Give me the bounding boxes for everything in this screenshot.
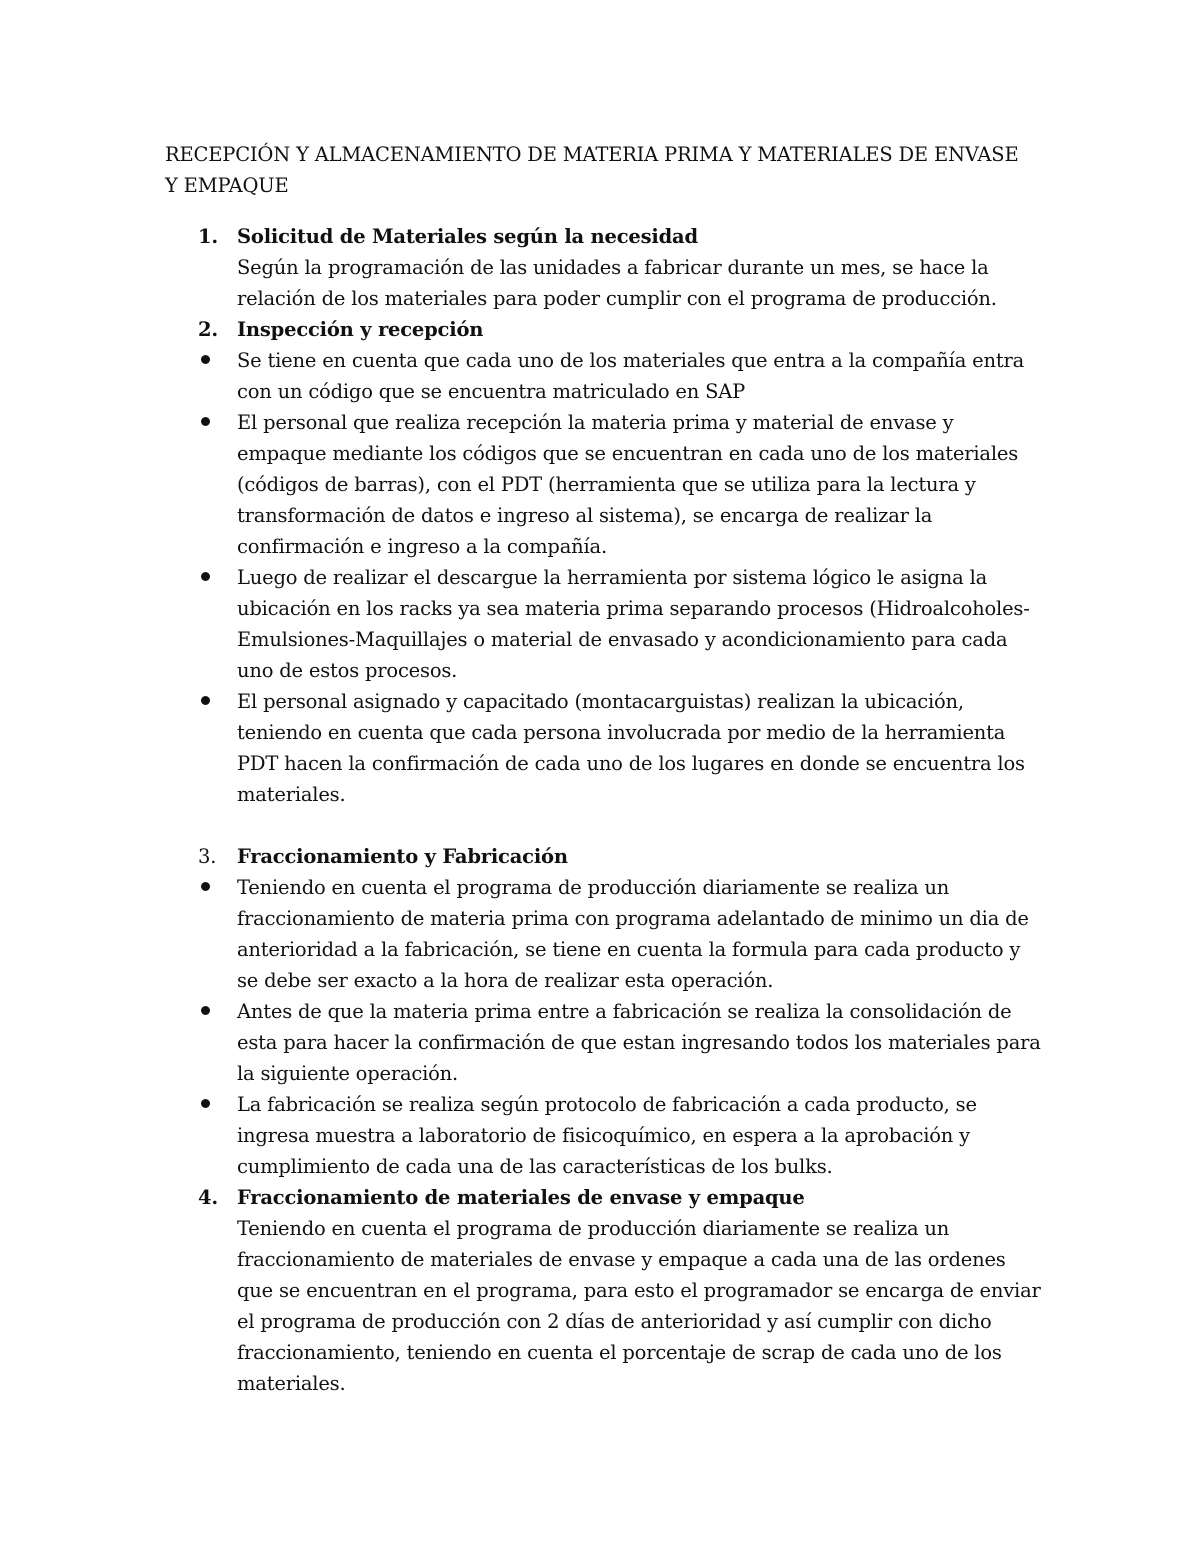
section-3 xyxy=(165,841,1045,872)
section-number: 3. xyxy=(198,845,217,868)
list-item-text: El personal que realiza recepción la materia prima y material de envase y empaque mediante los códigos que se encuentran en cada uno de los materiales (códigos de barras), con el PDT (herramienta que se utiliza para la lectura y transformación de datos e ingreso al sistema), se encarga de realizar la confirmación e ingreso a la compañía. xyxy=(237,411,1019,558)
list-item xyxy=(165,686,1045,810)
section-4 xyxy=(165,1182,1045,1399)
document-title: RECEPCIÓN Y ALMACENAMIENTO DE MATERIA PRIMA Y MATERIALES DE ENVASE Y EMPAQUE xyxy=(165,143,1019,197)
section-heading: Fraccionamiento de materiales de envase y empaque xyxy=(237,1186,805,1209)
bullet-icon xyxy=(201,696,210,705)
list-item xyxy=(165,562,1045,686)
section-1 xyxy=(165,221,1045,314)
section-2 xyxy=(165,314,1045,345)
section-heading: Solicitud de Materiales según la necesidad xyxy=(237,225,698,248)
list-item xyxy=(165,345,1045,407)
document-body xyxy=(165,221,1045,1399)
section-paragraph: Teniendo en cuenta el programa de producción diariamente se realiza un fraccionamiento de materiales de envase y empaque a cada una de las ordenes que se encuentran en el programa, para esto el programador se encarga de enviar el programa de producción con 2 días de anterioridad y así cumplir con dicho fraccionamiento, teniendo en cuenta el porcentaje de scrap de cada uno de los materiales. xyxy=(237,1217,1041,1395)
section-heading: Fraccionamiento y Fabricación xyxy=(237,845,568,868)
section-number: 1. xyxy=(198,225,218,248)
bullet-list xyxy=(165,345,1045,810)
section-number: 4. xyxy=(198,1186,218,1209)
section-heading: Inspección y recepción xyxy=(237,318,484,341)
list-item xyxy=(165,407,1045,562)
list-item xyxy=(165,1089,1045,1182)
list-item xyxy=(165,996,1045,1089)
section-number: 2. xyxy=(198,318,218,341)
bullet-icon xyxy=(201,355,210,364)
bullet-icon xyxy=(201,1006,210,1015)
list-item-text: El personal asignado y capacitado (montacarguistas) realizan la ubicación, teniendo en cuenta que cada persona involucrada por medio de la herramienta PDT hacen la confirmación de cada uno de los lugares en donde se encuentra los materiales. xyxy=(237,690,1025,806)
list-item-text: Teniendo en cuenta el programa de producción diariamente se realiza un fraccionamiento de materia prima con programa adelantado de minimo un dia de anterioridad a la fabricación, se tiene en cuenta la formula para cada producto y se debe ser exacto a la hora de realizar esta operación. xyxy=(237,876,1029,992)
section-paragraph: Según la programación de las unidades a fabricar durante un mes, se hace la relación de los materiales para poder cumplir con el programa de producción. xyxy=(237,256,997,310)
bullet-icon xyxy=(201,882,210,891)
bullet-icon xyxy=(201,572,210,581)
blank-line xyxy=(165,810,1045,841)
list-item-text: Luego de realizar el descargue la herramienta por sistema lógico le asigna la ubicación en los racks ya sea materia prima separando procesos (Hidroalcoholes-Emulsiones-Maquillajes o material de envasado y acondicionamiento para cada uno de estos procesos. xyxy=(237,566,1030,682)
list-item-text: Se tiene en cuenta que cada uno de los materiales que entra a la compañía entra con un código que se encuentra matriculado en SAP xyxy=(237,349,1025,403)
list-item-text: La fabricación se realiza según protocolo de fabricación a cada producto, se ingresa muestra a laboratorio de fisicoquímico, en espera a la aprobación y cumplimiento de cada una de las características de los bulks. xyxy=(237,1093,977,1178)
list-item-text: Antes de que la materia prima entre a fabricación se realiza la consolidación de esta para hacer la confirmación de que estan ingresando todos los materiales para la siguiente operación. xyxy=(237,1000,1041,1085)
bullet-list xyxy=(165,872,1045,1182)
bullet-icon xyxy=(201,417,210,426)
bullet-icon xyxy=(201,1099,210,1108)
list-item xyxy=(165,872,1045,996)
